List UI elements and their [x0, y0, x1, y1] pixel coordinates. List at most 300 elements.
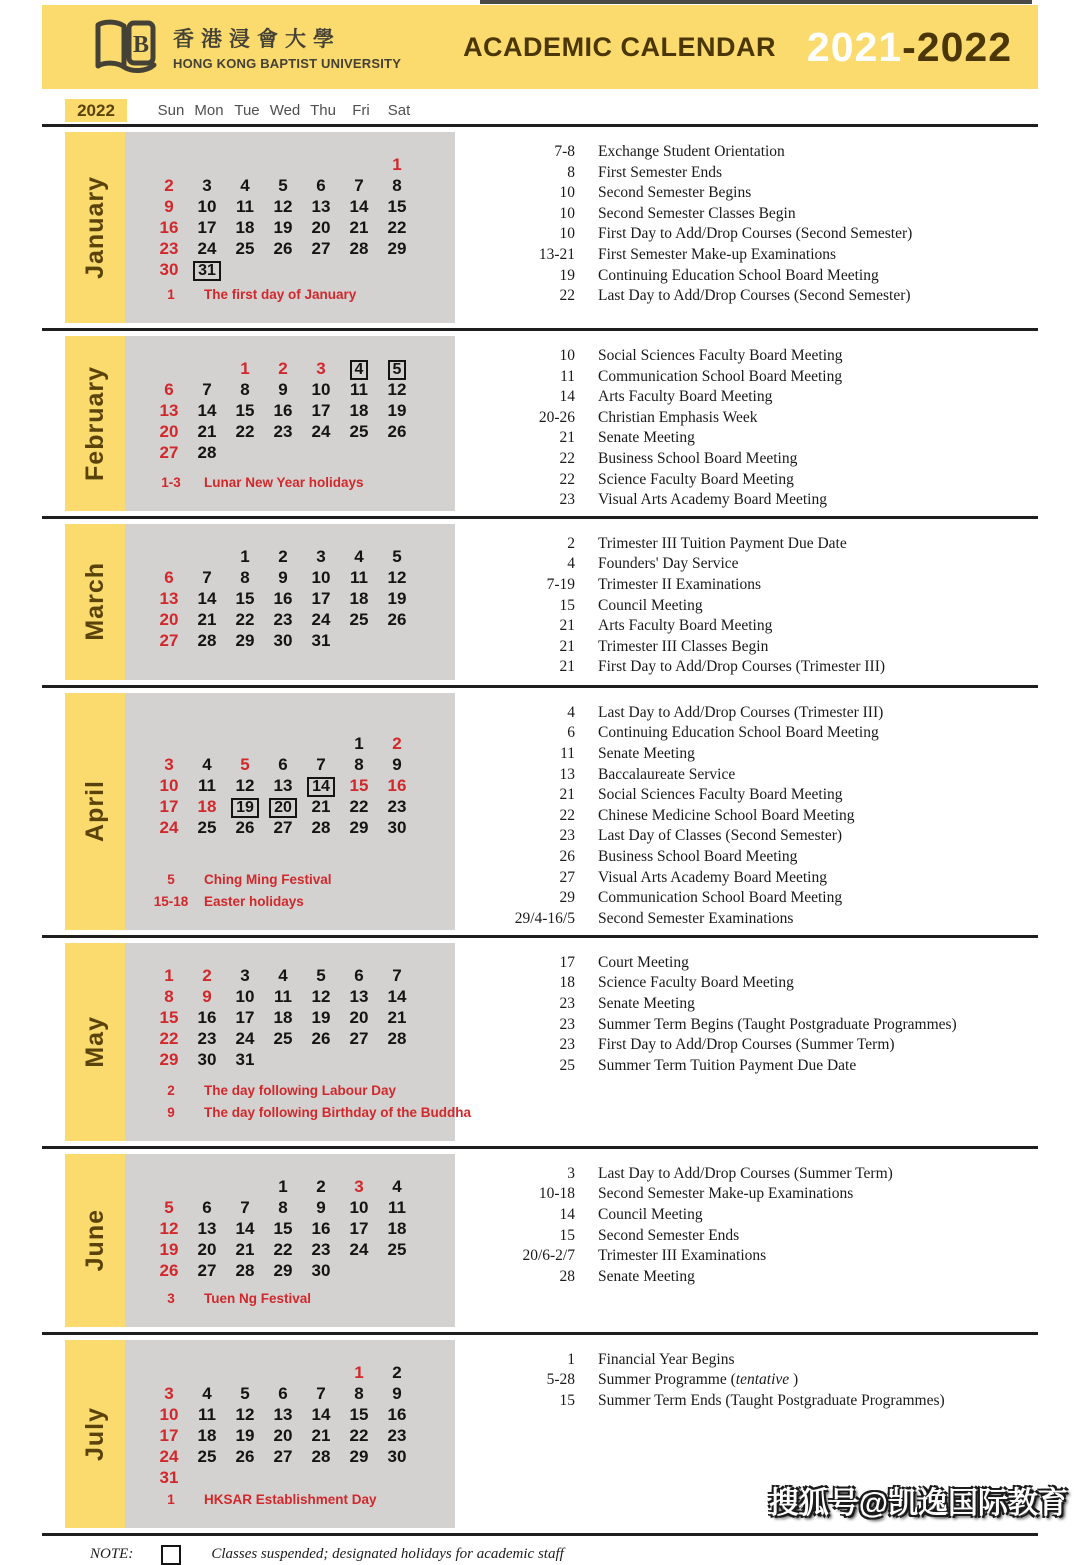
event-text: First Day to Add/Drop Courses (Summer Term)	[598, 1036, 895, 1054]
day-april-19: 19	[226, 796, 264, 817]
day-april-23: 23	[387, 796, 407, 816]
event-text: Trimester III Classes Begin	[598, 637, 769, 655]
week-row	[150, 1049, 455, 1070]
day-february-13: 13	[159, 401, 179, 420]
holiday-notes-march	[150, 666, 455, 668]
event-date: 10	[559, 225, 575, 243]
day-february-28: 28	[197, 443, 217, 462]
day-april-4: 4	[202, 754, 212, 774]
event-date: 21	[559, 658, 575, 676]
holiday-note	[150, 872, 455, 894]
day-april-15: 15	[349, 775, 369, 795]
day-may-17: 17	[235, 1007, 255, 1027]
day-empty	[302, 1362, 340, 1383]
event-date: 19	[559, 266, 575, 284]
week-row	[150, 1176, 455, 1197]
day-empty	[378, 442, 416, 463]
event-row	[455, 616, 1080, 637]
day-march-19: 19	[387, 588, 407, 608]
weekday-mon: Mon	[194, 102, 224, 119]
day-april-7: 7	[316, 754, 326, 774]
day-april-24: 24	[159, 817, 179, 837]
day-january-19: 19	[273, 218, 293, 237]
day-may-12: 12	[311, 986, 331, 1006]
day-february-7: 7	[202, 380, 212, 399]
day-june-5: 5	[164, 1197, 174, 1217]
event-text: Second Semester Begins	[598, 184, 752, 202]
day-empty	[340, 1049, 378, 1070]
event-text: First Semester Ends	[598, 163, 722, 181]
event-date: 29/4-16/5	[514, 909, 575, 927]
day-march-27: 27	[159, 630, 179, 650]
day-january-28: 28	[349, 239, 369, 258]
day-march-16: 16	[273, 588, 293, 608]
page-title: ACADEMIC CALENDAR	[463, 31, 777, 62]
year-start: 2021	[806, 23, 903, 70]
event-row	[455, 868, 1080, 889]
event-date: 1	[567, 1350, 575, 1368]
day-june-11: 11	[388, 1197, 406, 1217]
week-row	[150, 154, 455, 175]
day-july-4: 4	[202, 1383, 212, 1403]
event-text: Christian Emphasis Week	[598, 408, 758, 426]
week-row	[150, 1404, 455, 1425]
events-list-may	[455, 943, 1080, 1141]
event-row	[455, 286, 1080, 307]
day-empty	[150, 358, 188, 379]
event-date: 13-21	[538, 245, 575, 263]
week-row	[150, 796, 455, 817]
holiday-notes-may	[150, 1082, 471, 1129]
day-february-27: 27	[159, 443, 179, 462]
day-empty	[378, 1467, 416, 1488]
day-july-26: 26	[235, 1446, 255, 1466]
day-july-3: 3	[164, 1383, 174, 1403]
week-row	[150, 1239, 455, 1260]
day-empty	[150, 1176, 188, 1197]
event-text: Second Semester Examinations	[598, 909, 794, 927]
day-empty	[340, 1467, 378, 1488]
event-date: 21	[559, 786, 575, 804]
day-march-3: 3	[316, 546, 326, 566]
event-text: Council Meeting	[598, 596, 703, 614]
day-february-19: 19	[387, 401, 407, 420]
section-divider	[42, 328, 1038, 331]
suspended-day-box-icon	[161, 1545, 181, 1565]
event-row	[455, 387, 1080, 408]
day-june-13: 13	[197, 1218, 217, 1238]
day-june-9: 9	[316, 1197, 326, 1217]
holiday-note-date: 5	[167, 871, 175, 887]
holiday-notes-february	[150, 475, 455, 499]
events-list-january	[455, 132, 1080, 323]
event-date: 3	[567, 1164, 575, 1182]
weeks-may	[150, 965, 455, 1070]
day-april-8: 8	[354, 754, 364, 774]
holiday-note	[150, 1104, 471, 1127]
day-empty	[226, 1176, 264, 1197]
event-row	[455, 142, 1080, 163]
day-february-5: 5	[378, 358, 416, 379]
event-text: Last Day to Add/Drop Courses (Second Semester)	[598, 287, 911, 305]
day-january-22: 22	[387, 218, 407, 237]
event-row	[455, 973, 1080, 994]
event-date: 20-26	[538, 408, 575, 426]
week-row	[150, 1446, 455, 1467]
day-empty	[226, 259, 264, 280]
day-april-21: 21	[311, 796, 331, 816]
event-date: 23	[559, 1015, 575, 1033]
day-may-30: 30	[197, 1049, 217, 1069]
year-separator: -	[902, 23, 917, 70]
event-text: Communication School Board Meeting	[598, 367, 843, 385]
day-empty	[188, 1176, 226, 1197]
day-march-25: 25	[349, 609, 369, 629]
day-january-9: 9	[164, 197, 174, 216]
event-text: Senate Meeting	[598, 994, 695, 1012]
day-june-7: 7	[240, 1197, 250, 1217]
weekday-fri: Fri	[352, 102, 370, 119]
day-march-28: 28	[197, 630, 217, 650]
year-end: 2022	[916, 23, 1012, 70]
day-february-8: 8	[240, 380, 250, 399]
day-february-16: 16	[273, 401, 293, 420]
day-february-6: 6	[164, 380, 174, 399]
event-date: 23	[559, 491, 575, 509]
week-row	[150, 1362, 455, 1383]
event-row	[455, 953, 1080, 974]
event-row	[455, 449, 1080, 470]
event-text: First Day to Add/Drop Courses (Second Semester)	[598, 225, 913, 243]
top-edge-strip	[480, 0, 1032, 4]
weekday-sat: Sat	[387, 102, 411, 119]
day-june-29: 29	[273, 1260, 293, 1280]
calendar-grid-january	[125, 132, 455, 323]
day-empty	[302, 1467, 340, 1488]
day-empty	[150, 154, 188, 175]
event-text: First Semester Make-up Examinations	[598, 245, 837, 263]
day-january-20: 20	[311, 218, 331, 237]
day-march-4: 4	[354, 546, 364, 566]
day-march-10: 10	[311, 567, 331, 587]
event-row	[455, 534, 1080, 555]
day-march-17: 17	[311, 588, 331, 608]
week-row	[150, 1467, 455, 1488]
day-march-7: 7	[202, 567, 212, 587]
event-row	[455, 554, 1080, 575]
section-divider	[42, 1332, 1038, 1335]
day-june-15: 15	[273, 1218, 293, 1238]
day-february-23: 23	[273, 422, 293, 441]
event-date: 13	[559, 765, 575, 783]
event-date: 21	[559, 637, 575, 655]
day-may-16: 16	[197, 1007, 217, 1027]
event-row	[455, 1205, 1080, 1226]
holiday-notes-april	[150, 872, 455, 918]
week-row	[150, 1383, 455, 1404]
event-text: Arts Faculty Board Meeting	[598, 388, 773, 406]
day-july-6: 6	[278, 1383, 288, 1403]
weeks-january	[150, 154, 455, 280]
day-empty	[378, 1260, 416, 1281]
events-list-march	[455, 524, 1080, 680]
event-text: Business School Board Meeting	[598, 449, 798, 467]
event-date: 22	[559, 806, 575, 824]
day-empty	[302, 733, 340, 754]
day-april-28: 28	[311, 817, 331, 837]
day-june-14: 14	[235, 1218, 255, 1238]
event-date: 11	[560, 367, 575, 385]
event-row	[455, 909, 1080, 930]
holiday-note-date: 9	[167, 1104, 175, 1120]
week-row	[150, 775, 455, 796]
day-february-18: 18	[349, 401, 369, 420]
week-row	[150, 965, 455, 986]
event-text: Senate Meeting	[598, 429, 695, 447]
day-may-6: 6	[354, 965, 364, 985]
day-june-30: 30	[311, 1260, 331, 1280]
day-may-26: 26	[311, 1028, 331, 1048]
day-may-14: 14	[387, 986, 407, 1006]
section-divider	[42, 1146, 1038, 1149]
weekday-tue: Tue	[234, 102, 260, 119]
event-row	[455, 596, 1080, 617]
event-row	[455, 204, 1080, 225]
day-january-18: 18	[235, 218, 255, 237]
day-february-10: 10	[311, 380, 331, 399]
event-text: Continuing Education School Board Meeting	[598, 266, 879, 284]
event-text: Summer Term Ends (Taught Postgraduate Programmes)	[598, 1391, 945, 1409]
day-january-2: 2	[164, 176, 174, 195]
day-empty	[264, 259, 302, 280]
day-july-25: 25	[197, 1446, 217, 1466]
event-date: 17	[559, 953, 575, 971]
event-row	[455, 224, 1080, 245]
day-july-12: 12	[235, 1404, 255, 1424]
day-empty	[188, 1362, 226, 1383]
week-row	[150, 986, 455, 1007]
event-date: 22	[559, 470, 575, 488]
day-empty	[264, 154, 302, 175]
day-empty	[302, 442, 340, 463]
day-july-22: 22	[349, 1425, 369, 1445]
event-text: Last Day of Classes (Second Semester)	[598, 827, 843, 845]
day-june-2: 2	[316, 1176, 326, 1196]
day-january-23: 23	[159, 239, 179, 258]
event-row	[455, 367, 1080, 388]
day-may-23: 23	[197, 1028, 217, 1048]
day-may-25: 25	[273, 1028, 293, 1048]
week-row	[150, 1197, 455, 1218]
event-row	[455, 346, 1080, 367]
day-empty	[378, 259, 416, 280]
event-text: Second Semester Classes Begin	[598, 204, 796, 222]
weeks-february	[150, 358, 455, 463]
holiday-note-text: Easter holidays	[204, 893, 304, 909]
weeks-april	[150, 715, 455, 838]
weekday-wed: Wed	[269, 102, 301, 119]
day-april-13: 13	[273, 775, 293, 795]
events-list-june	[455, 1154, 1080, 1327]
day-april-26: 26	[235, 817, 255, 837]
day-april-12: 12	[235, 775, 255, 795]
day-may-20: 20	[349, 1007, 369, 1027]
event-text: Trimester III Examinations	[598, 1247, 767, 1265]
event-row	[455, 826, 1080, 847]
event-text: Visual Arts Academy Board Meeting	[598, 868, 827, 886]
event-row	[455, 785, 1080, 806]
event-row	[455, 994, 1080, 1015]
day-march-13: 13	[159, 588, 179, 608]
day-empty	[226, 154, 264, 175]
section-divider	[42, 516, 1038, 519]
week-row	[150, 588, 455, 609]
event-text: Visual Arts Academy Board Meeting	[598, 491, 827, 509]
event-date: 4	[567, 555, 575, 573]
day-july-2: 2	[392, 1362, 402, 1382]
event-date: 20/6-2/7	[522, 1247, 575, 1265]
holiday-note-date: 1-3	[161, 474, 181, 490]
event-row	[455, 163, 1080, 184]
day-june-18: 18	[387, 1218, 407, 1238]
event-text: Summer Programme (tentative )	[598, 1371, 799, 1389]
day-july-27: 27	[273, 1446, 293, 1466]
weeks-march	[150, 546, 455, 651]
day-march-20: 20	[159, 609, 179, 629]
event-text: First Day to Add/Drop Courses (Trimester III)	[598, 658, 886, 676]
day-may-11: 11	[274, 986, 292, 1006]
event-date: 8	[567, 163, 575, 181]
day-empty	[340, 259, 378, 280]
day-january-10: 10	[197, 197, 217, 216]
event-date: 21	[559, 429, 575, 447]
day-empty	[188, 358, 226, 379]
day-january-4: 4	[240, 176, 250, 195]
event-date: 15	[559, 1226, 575, 1244]
day-july-19: 19	[235, 1425, 255, 1445]
day-july-15: 15	[349, 1404, 369, 1424]
day-may-9: 9	[202, 986, 212, 1006]
day-july-1: 1	[354, 1362, 364, 1382]
event-date: 10	[559, 184, 575, 202]
event-row	[455, 245, 1080, 266]
day-january-21: 21	[349, 218, 369, 237]
day-empty	[340, 442, 378, 463]
day-empty	[188, 154, 226, 175]
weeks-june	[150, 1176, 455, 1281]
event-text: Summer Term Begins (Taught Postgraduate Programmes)	[598, 1015, 957, 1033]
day-march-24: 24	[311, 609, 331, 629]
holiday-notes-july	[150, 1492, 455, 1516]
event-row	[455, 428, 1080, 449]
academic-year	[807, 24, 1012, 71]
week-row	[150, 1425, 455, 1446]
event-text: Arts Faculty Board Meeting	[598, 617, 773, 635]
day-may-24: 24	[235, 1028, 255, 1048]
day-july-11: 11	[198, 1404, 216, 1424]
day-june-26: 26	[159, 1260, 179, 1280]
event-row	[455, 183, 1080, 204]
event-date: 28	[559, 1267, 575, 1285]
event-text: Senate Meeting	[598, 1267, 695, 1285]
day-march-22: 22	[235, 609, 255, 629]
event-date: 29	[559, 889, 575, 907]
day-march-6: 6	[164, 567, 174, 587]
week-row	[150, 421, 455, 442]
event-row	[455, 657, 1080, 678]
week-row	[150, 238, 455, 259]
day-march-8: 8	[240, 567, 250, 587]
event-date: 4	[567, 703, 575, 721]
day-april-29: 29	[349, 817, 369, 837]
day-april-22: 22	[349, 796, 369, 816]
event-text: Trimester III Tuition Payment Due Date	[598, 534, 847, 552]
day-empty	[264, 733, 302, 754]
day-april-10: 10	[159, 775, 179, 795]
day-january-12: 12	[273, 197, 293, 216]
day-april-6: 6	[278, 754, 288, 774]
event-date: 26	[559, 847, 575, 865]
event-row	[455, 1184, 1080, 1205]
event-date: 2	[567, 534, 575, 552]
day-empty	[188, 546, 226, 567]
holiday-note-text: The day following Labour Day	[204, 1082, 397, 1098]
day-june-28: 28	[235, 1260, 255, 1280]
page-banner	[42, 5, 1038, 89]
day-empty	[302, 259, 340, 280]
week-row	[150, 1007, 455, 1028]
day-june-24: 24	[349, 1239, 369, 1259]
day-march-30: 30	[273, 630, 293, 650]
event-row	[455, 1015, 1080, 1036]
day-february-1: 1	[240, 359, 250, 378]
day-empty	[264, 442, 302, 463]
event-row	[455, 703, 1080, 724]
event-date: 14	[559, 1205, 575, 1223]
day-july-7: 7	[316, 1383, 326, 1403]
day-july-9: 9	[392, 1383, 402, 1403]
week-row	[150, 1260, 455, 1281]
weekday-header	[152, 102, 418, 119]
event-text: Business School Board Meeting	[598, 847, 798, 865]
event-text: Court Meeting	[598, 953, 689, 971]
day-february-17: 17	[311, 401, 331, 420]
event-row	[455, 1267, 1080, 1288]
day-february-15: 15	[235, 401, 255, 420]
event-text: Founders' Day Service	[598, 555, 739, 573]
event-text: Chinese Medicine School Board Meeting	[598, 806, 855, 824]
day-february-20: 20	[159, 422, 179, 441]
day-april-3: 3	[164, 754, 174, 774]
event-row	[455, 490, 1080, 511]
month-section-january	[0, 132, 1080, 323]
day-empty	[264, 1049, 302, 1070]
event-row	[455, 1370, 1080, 1391]
event-date: 14	[559, 388, 575, 406]
event-date: 10	[559, 347, 575, 364]
month-section-june	[0, 1154, 1080, 1327]
day-empty	[150, 1362, 188, 1383]
event-row	[455, 847, 1080, 868]
event-text: Last Day to Add/Drop Courses (Summer Term)	[598, 1164, 893, 1182]
section-divider	[42, 935, 1038, 938]
day-april-9: 9	[392, 754, 402, 774]
day-january-31: 31	[188, 259, 226, 280]
event-row	[455, 408, 1080, 429]
day-january-8: 8	[392, 176, 402, 195]
events-list-april	[455, 693, 1080, 930]
day-empty	[340, 1260, 378, 1281]
